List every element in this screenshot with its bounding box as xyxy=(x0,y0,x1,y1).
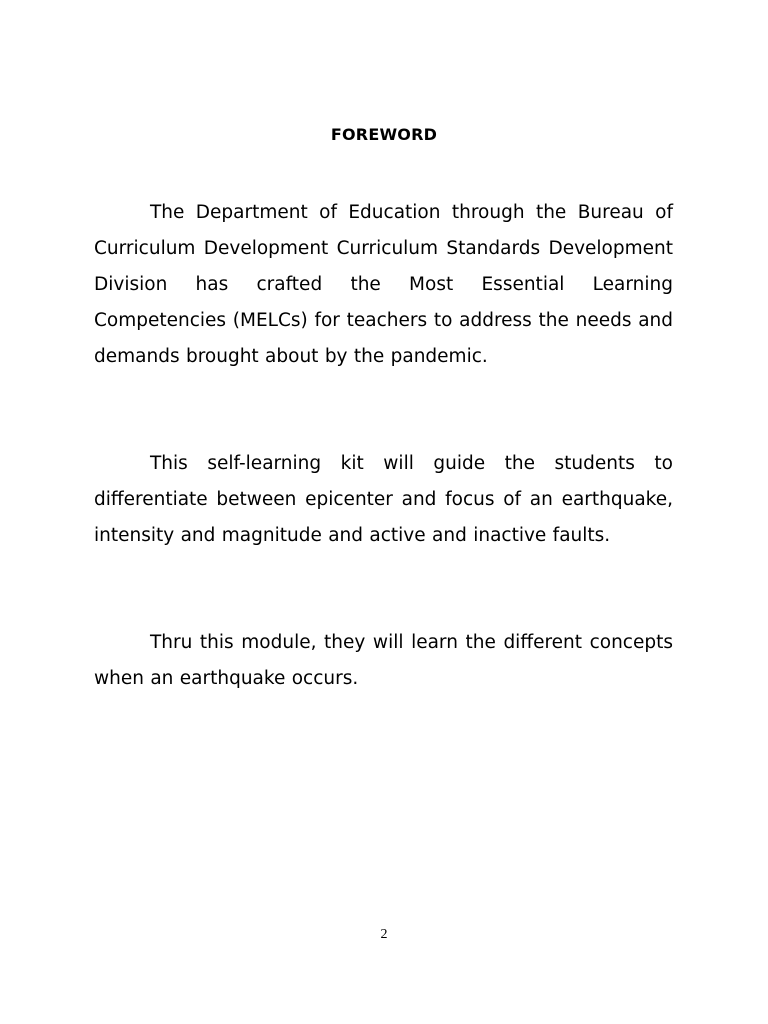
foreword-paragraph-2: This self-learning kit will guide the students to differentiate between epicenter and focus of an earthquake, intensity and magnitude and active and inactive faults. xyxy=(94,453,673,546)
foreword-paragraph-1: The Department of Education through the Bureau of Curriculum Development Curriculum Standards Development Division has crafted the Most Essential Learning Competencies (MELCs) for teachers to address the needs and demands brought about by the pandemic. xyxy=(94,202,673,367)
foreword-paragraph-3: Thru this module, they will learn the different concepts when an earthquake occurs. xyxy=(94,632,673,689)
page-number: 2 xyxy=(380,927,388,942)
page-title: FOREWORD xyxy=(330,125,438,144)
